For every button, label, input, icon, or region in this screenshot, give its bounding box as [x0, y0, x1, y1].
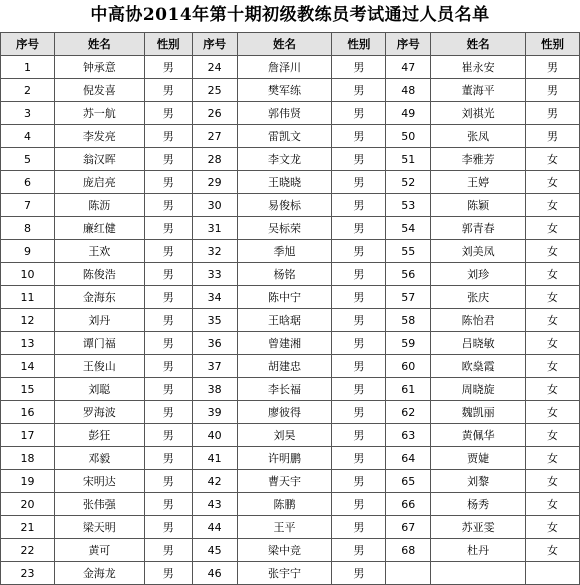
cell-no: 47 — [386, 56, 431, 79]
cell-name: 宋明达 — [54, 470, 144, 493]
cell-gender: 女 — [526, 286, 580, 309]
cell-name: 吕晓敏 — [431, 332, 526, 355]
cell-no: 2 — [1, 79, 55, 102]
cell-no: 51 — [386, 148, 431, 171]
cell-gender: 女 — [526, 493, 580, 516]
cell-gender: 男 — [332, 470, 386, 493]
cell-no: 36 — [192, 332, 237, 355]
cell-gender: 女 — [526, 240, 580, 263]
cell-gender: 男 — [144, 332, 192, 355]
table-row — [1, 309, 580, 332]
cell-name: 王平 — [237, 516, 332, 539]
cell-name: 王俊山 — [54, 355, 144, 378]
cell-name: 崔永安 — [431, 56, 526, 79]
table-row — [1, 56, 580, 79]
cell-gender: 男 — [144, 447, 192, 470]
cell-no: 25 — [192, 79, 237, 102]
cell-name: 苏一航 — [54, 102, 144, 125]
cell-no: 22 — [1, 539, 55, 562]
cell-gender: 男 — [332, 309, 386, 332]
cell-gender: 女 — [526, 148, 580, 171]
table-row — [1, 171, 580, 194]
cell-name: 董海平 — [431, 79, 526, 102]
cell-no: 24 — [192, 56, 237, 79]
header-name: 姓名 — [237, 33, 332, 56]
cell-no: 35 — [192, 309, 237, 332]
cell-no: 56 — [386, 263, 431, 286]
cell-no: 44 — [192, 516, 237, 539]
cell-no: 32 — [192, 240, 237, 263]
empty-cell — [386, 562, 431, 585]
cell-no: 52 — [386, 171, 431, 194]
cell-name: 陈颖 — [431, 194, 526, 217]
cell-name: 李文龙 — [237, 148, 332, 171]
cell-gender: 男 — [526, 102, 580, 125]
cell-no: 62 — [386, 401, 431, 424]
cell-gender: 男 — [526, 79, 580, 102]
cell-name: 易俊标 — [237, 194, 332, 217]
cell-name: 王欢 — [54, 240, 144, 263]
cell-gender: 男 — [526, 56, 580, 79]
cell-gender: 男 — [332, 240, 386, 263]
cell-gender: 女 — [526, 332, 580, 355]
cell-no: 39 — [192, 401, 237, 424]
cell-gender: 男 — [144, 401, 192, 424]
cell-gender: 男 — [332, 424, 386, 447]
cell-no: 28 — [192, 148, 237, 171]
cell-gender: 男 — [144, 516, 192, 539]
cell-gender: 女 — [526, 378, 580, 401]
cell-gender: 男 — [144, 470, 192, 493]
cell-name: 季旭 — [237, 240, 332, 263]
cell-name: 王晗琚 — [237, 309, 332, 332]
cell-name: 曹天宇 — [237, 470, 332, 493]
cell-name: 欧燊霞 — [431, 355, 526, 378]
cell-no: 41 — [192, 447, 237, 470]
cell-name: 胡建忠 — [237, 355, 332, 378]
cell-name: 邓毅 — [54, 447, 144, 470]
cell-gender: 男 — [144, 148, 192, 171]
cell-gender: 男 — [332, 217, 386, 240]
cell-gender: 男 — [144, 286, 192, 309]
cell-no: 6 — [1, 171, 55, 194]
cell-no: 26 — [192, 102, 237, 125]
cell-no: 67 — [386, 516, 431, 539]
cell-name: 陈俊浩 — [54, 263, 144, 286]
cell-no: 1 — [1, 56, 55, 79]
cell-no: 13 — [1, 332, 55, 355]
cell-no: 61 — [386, 378, 431, 401]
cell-no: 57 — [386, 286, 431, 309]
header-name: 姓名 — [431, 33, 526, 56]
cell-no: 11 — [1, 286, 55, 309]
cell-gender: 女 — [526, 516, 580, 539]
cell-gender: 女 — [526, 424, 580, 447]
header-gender: 性别 — [526, 33, 580, 56]
cell-gender: 男 — [332, 263, 386, 286]
cell-name: 许明鹏 — [237, 447, 332, 470]
cell-gender: 男 — [144, 125, 192, 148]
cell-gender: 男 — [332, 286, 386, 309]
cell-no: 65 — [386, 470, 431, 493]
cell-gender: 女 — [526, 217, 580, 240]
header-gender: 性别 — [144, 33, 192, 56]
results-table — [0, 32, 580, 585]
cell-gender: 男 — [144, 355, 192, 378]
cell-gender: 男 — [332, 79, 386, 102]
table-row — [1, 355, 580, 378]
cell-gender: 男 — [144, 493, 192, 516]
cell-gender: 男 — [144, 217, 192, 240]
cell-gender: 男 — [332, 148, 386, 171]
cell-no: 49 — [386, 102, 431, 125]
cell-gender: 男 — [332, 102, 386, 125]
cell-no: 9 — [1, 240, 55, 263]
cell-gender: 男 — [144, 240, 192, 263]
table-row — [1, 424, 580, 447]
cell-no: 64 — [386, 447, 431, 470]
cell-gender: 男 — [144, 102, 192, 125]
cell-gender: 男 — [144, 263, 192, 286]
table-row — [1, 401, 580, 424]
cell-no: 31 — [192, 217, 237, 240]
cell-no: 48 — [386, 79, 431, 102]
cell-name: 谭门福 — [54, 332, 144, 355]
cell-no: 12 — [1, 309, 55, 332]
table-row — [1, 102, 580, 125]
cell-name: 樊军练 — [237, 79, 332, 102]
cell-gender: 男 — [332, 355, 386, 378]
cell-no: 54 — [386, 217, 431, 240]
cell-no: 16 — [1, 401, 55, 424]
cell-name: 张宇宁 — [237, 562, 332, 585]
table-row — [1, 79, 580, 102]
cell-name: 倪发喜 — [54, 79, 144, 102]
cell-no: 53 — [386, 194, 431, 217]
cell-name: 刘黎 — [431, 470, 526, 493]
cell-no: 15 — [1, 378, 55, 401]
cell-no: 43 — [192, 493, 237, 516]
cell-name: 陈怡君 — [431, 309, 526, 332]
cell-no: 21 — [1, 516, 55, 539]
cell-no: 4 — [1, 125, 55, 148]
cell-name: 王晓晓 — [237, 171, 332, 194]
cell-gender: 男 — [332, 125, 386, 148]
cell-gender: 男 — [332, 539, 386, 562]
table-row — [1, 332, 580, 355]
cell-gender: 男 — [332, 56, 386, 79]
table-row — [1, 148, 580, 171]
cell-no: 17 — [1, 424, 55, 447]
cell-no: 37 — [192, 355, 237, 378]
cell-gender: 男 — [144, 194, 192, 217]
cell-name: 罗海波 — [54, 401, 144, 424]
table-row — [1, 217, 580, 240]
table-row — [1, 562, 580, 585]
cell-name: 刘美凤 — [431, 240, 526, 263]
cell-gender: 男 — [144, 309, 192, 332]
cell-no: 29 — [192, 171, 237, 194]
cell-gender: 男 — [144, 171, 192, 194]
cell-no: 33 — [192, 263, 237, 286]
cell-no: 8 — [1, 217, 55, 240]
cell-name: 黄佩华 — [431, 424, 526, 447]
cell-name: 张伟强 — [54, 493, 144, 516]
cell-gender: 男 — [526, 125, 580, 148]
cell-name: 李雅芳 — [431, 148, 526, 171]
cell-no: 27 — [192, 125, 237, 148]
header-no: 序号 — [1, 33, 55, 56]
empty-cell — [431, 562, 526, 585]
cell-no: 63 — [386, 424, 431, 447]
cell-name: 陈鹏 — [237, 493, 332, 516]
cell-name: 杜丹 — [431, 539, 526, 562]
cell-no: 10 — [1, 263, 55, 286]
cell-gender: 女 — [526, 401, 580, 424]
cell-name: 魏凯丽 — [431, 401, 526, 424]
empty-cell — [526, 562, 580, 585]
cell-name: 周晓旋 — [431, 378, 526, 401]
cell-name: 刘珍 — [431, 263, 526, 286]
cell-no: 7 — [1, 194, 55, 217]
cell-name: 贾婕 — [431, 447, 526, 470]
cell-no: 14 — [1, 355, 55, 378]
cell-name: 杨铭 — [237, 263, 332, 286]
cell-no: 46 — [192, 562, 237, 585]
cell-name: 刘昊 — [237, 424, 332, 447]
table-row — [1, 194, 580, 217]
table-row — [1, 447, 580, 470]
cell-name: 李发亮 — [54, 125, 144, 148]
cell-no: 19 — [1, 470, 55, 493]
cell-gender: 男 — [144, 79, 192, 102]
header-row — [1, 33, 580, 56]
table-row — [1, 286, 580, 309]
cell-no: 45 — [192, 539, 237, 562]
cell-gender: 男 — [332, 401, 386, 424]
cell-gender: 男 — [332, 194, 386, 217]
cell-gender: 男 — [332, 493, 386, 516]
cell-no: 50 — [386, 125, 431, 148]
cell-gender: 女 — [526, 309, 580, 332]
cell-gender: 男 — [144, 56, 192, 79]
cell-no: 58 — [386, 309, 431, 332]
cell-gender: 男 — [332, 378, 386, 401]
cell-gender: 女 — [526, 355, 580, 378]
cell-no: 18 — [1, 447, 55, 470]
page-title: 中高协2014年第十期初级教练员考试通过人员名单 — [90, 5, 490, 25]
cell-name: 李长福 — [237, 378, 332, 401]
cell-no: 20 — [1, 493, 55, 516]
cell-name: 金海东 — [54, 286, 144, 309]
table-row — [1, 539, 580, 562]
table-row — [1, 125, 580, 148]
cell-name: 陈沥 — [54, 194, 144, 217]
cell-no: 66 — [386, 493, 431, 516]
header-no: 序号 — [386, 33, 431, 56]
cell-name: 翁汉晖 — [54, 148, 144, 171]
cell-no: 59 — [386, 332, 431, 355]
cell-name: 梁天明 — [54, 516, 144, 539]
cell-name: 刘丹 — [54, 309, 144, 332]
cell-no: 60 — [386, 355, 431, 378]
table-row — [1, 493, 580, 516]
cell-gender: 男 — [332, 447, 386, 470]
table-row — [1, 470, 580, 493]
cell-gender: 男 — [144, 539, 192, 562]
cell-no: 34 — [192, 286, 237, 309]
cell-gender: 女 — [526, 263, 580, 286]
cell-gender: 女 — [526, 171, 580, 194]
cell-name: 曾建湘 — [237, 332, 332, 355]
table-row — [1, 378, 580, 401]
table-row — [1, 516, 580, 539]
cell-name: 陈中宁 — [237, 286, 332, 309]
header-gender: 性别 — [332, 33, 386, 56]
cell-no: 5 — [1, 148, 55, 171]
cell-name: 廉红健 — [54, 217, 144, 240]
cell-name: 郭青春 — [431, 217, 526, 240]
table-row — [1, 263, 580, 286]
cell-no: 40 — [192, 424, 237, 447]
cell-name: 郭伟贤 — [237, 102, 332, 125]
table-row — [1, 240, 580, 263]
cell-gender: 女 — [526, 194, 580, 217]
cell-name: 彭狂 — [54, 424, 144, 447]
cell-name: 刘聪 — [54, 378, 144, 401]
header-name: 姓名 — [54, 33, 144, 56]
cell-name: 张凤 — [431, 125, 526, 148]
cell-name: 梁中竞 — [237, 539, 332, 562]
cell-name: 吴标荣 — [237, 217, 332, 240]
cell-gender: 男 — [332, 516, 386, 539]
cell-no: 38 — [192, 378, 237, 401]
cell-no: 30 — [192, 194, 237, 217]
cell-name: 刘祺光 — [431, 102, 526, 125]
cell-no: 55 — [386, 240, 431, 263]
cell-name: 黄可 — [54, 539, 144, 562]
cell-name: 雷凯文 — [237, 125, 332, 148]
cell-gender: 女 — [526, 470, 580, 493]
cell-no: 3 — [1, 102, 55, 125]
cell-name: 詹泽川 — [237, 56, 332, 79]
cell-no: 23 — [1, 562, 55, 585]
cell-gender: 男 — [332, 562, 386, 585]
cell-name: 庞启亮 — [54, 171, 144, 194]
cell-no: 42 — [192, 470, 237, 493]
cell-gender: 女 — [526, 447, 580, 470]
cell-gender: 男 — [332, 171, 386, 194]
cell-gender: 女 — [526, 539, 580, 562]
cell-name: 金海龙 — [54, 562, 144, 585]
cell-no: 68 — [386, 539, 431, 562]
cell-name: 苏亚雯 — [431, 516, 526, 539]
cell-gender: 男 — [144, 562, 192, 585]
cell-gender: 男 — [144, 378, 192, 401]
cell-gender: 男 — [144, 424, 192, 447]
header-no: 序号 — [192, 33, 237, 56]
cell-name: 廖彼得 — [237, 401, 332, 424]
cell-name: 张庆 — [431, 286, 526, 309]
cell-name: 钟承意 — [54, 56, 144, 79]
cell-gender: 男 — [332, 332, 386, 355]
cell-name: 王婷 — [431, 171, 526, 194]
cell-name: 杨秀 — [431, 493, 526, 516]
